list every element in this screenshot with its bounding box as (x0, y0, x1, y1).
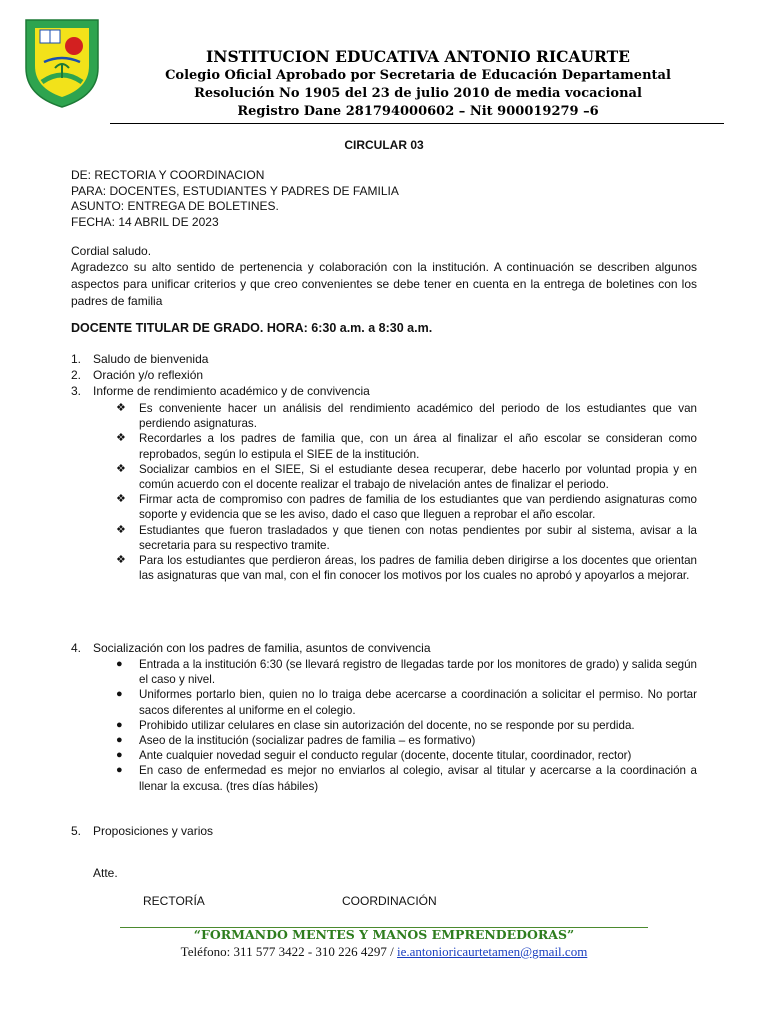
item-number: 5. (71, 824, 82, 838)
footer-contact (0, 944, 768, 960)
sub-item-text: Ante cualquier novedad seguir el conducto regular (docente, docente titular, coordinador, rector) (139, 749, 632, 763)
bullet-icon: ● (116, 734, 123, 747)
bullet-icon: ● (116, 764, 123, 777)
school-shield-logo (22, 16, 102, 110)
sub-item-text: En caso de enfermedad es mejor no enviarlos al colegio, avisar al titular y acercarse a la coordinación a llenar la excusa. (tres días hábiles) (139, 764, 697, 793)
list-item (114, 553, 697, 583)
list-item (114, 733, 697, 748)
header-divider (110, 123, 724, 124)
list-item (71, 351, 370, 399)
item-number: 1. (71, 352, 82, 366)
diamond-bullet-icon: ❖ (116, 432, 126, 445)
intro-paragraph: Agradezco su alto sentido de pertenencia y colaboración con la institución. A continuación se describen algunos aspectos para unificar criterios y que creo convenientes se debe tener en cuenta en la entrega de boletines con los padres de familia (71, 260, 697, 308)
list-item (114, 657, 697, 687)
item-number: 2. (71, 368, 82, 382)
sub-item-text: Entrada a la institución 6:30 (se llevará registro de llegadas tarde por los monitores de grado) y salida según el caso y nivel. (139, 658, 697, 687)
item3-sublist (114, 401, 697, 583)
bullet-icon: ● (116, 718, 123, 731)
memo-meta (71, 168, 399, 230)
item4-sublist (114, 657, 697, 794)
list-item (114, 748, 697, 763)
list-item (114, 687, 697, 717)
closing-atte: Atte. (93, 866, 118, 880)
diamond-bullet-icon: ❖ (116, 402, 126, 414)
bullet-icon: ● (116, 749, 123, 762)
footer-phone: Teléfono: 311 577 3422 - 310 226 4297 / (180, 944, 398, 959)
signature-rectoria: RECTORÍA (143, 894, 205, 908)
item-text: Informe de rendimiento académico y de convivencia (93, 384, 370, 398)
bullet-icon: ● (116, 658, 123, 670)
list-item (71, 823, 213, 839)
diamond-bullet-icon: ❖ (116, 493, 126, 506)
meta-from: DE: RECTORIA Y COORDINACION (71, 168, 265, 182)
sub-item-text: Para los estudiantes que perdieron áreas, los padres de familia deben dirigirse a los docentes que orientan las asignaturas que van mal, con el fin conocer los motivos por los cuales no aprobó y apoyarlos a mejorar. (139, 554, 697, 583)
sub-item-text: Es conveniente hacer un análisis del rendimiento académico del periodo de los estudiantes que van perdiendo asignaturas. (139, 402, 697, 431)
sub-item-text: Estudiantes que fueron trasladados y que tienen con notas pendientes por subir al sistema, avisar a la secretaria para su respectivo tramite. (139, 523, 697, 552)
diamond-bullet-icon: ❖ (116, 462, 126, 475)
sub-item-text: Recordarles a los padres de familia que, con un área al finalizar el año escolar se consideran como reprobados, según lo estipula el SIEE de la institución. (139, 432, 697, 461)
footer-motto: “FORMANDO MENTES Y MANOS EMPRENDEDORAS” (193, 927, 575, 942)
meta-to: PARA: DOCENTES, ESTUDIANTES Y PADRES DE FAMILIA (71, 183, 399, 198)
registry-line: Registro Dane 281794000602 – Nit 900019279 –6 (237, 104, 599, 119)
list-item (114, 718, 697, 733)
meta-subject: ASUNTO: ENTREGA DE BOLETINES. (71, 199, 279, 213)
list-item (114, 401, 697, 431)
item-text: Saludo de bienvenida (93, 352, 209, 366)
sub-item-text: Firmar acta de compromiso con padres de familia de los estudiantes que van perdiendo asignaturas como soporte y evidencia que se les aviso, dado el caso que lleguen a reprobar el año escolar. (139, 493, 697, 522)
sub-item-text: Socializar cambios en el SIEE, Si el estudiante desea recuperar, debe hacerlo por voluntad propia y en común acuerdo con el docente realizar el trabajo de nivelación antes de finalizar el periodo. (139, 462, 697, 492)
footer-email-link[interactable]: ie.antonioricaurtetamen@gmail.com (397, 944, 588, 959)
sub-item-text: Uniformes portarlo bien, quien no lo traiga debe acercarse a coordinación a solicitar el permiso. No portar sacos diferentes al uniforme en el colegio. (139, 688, 697, 717)
item-text: Socialización con los padres de familia, asuntos de convivencia (93, 641, 431, 655)
circular-title: CIRCULAR 03 (344, 138, 424, 152)
meta-date: FECHA: 14 ABRIL DE 2023 (71, 214, 219, 229)
sub-item-text: Aseo de la institución (socializar padres de familia – es formativo) (139, 734, 476, 748)
diamond-bullet-icon: ❖ (116, 523, 126, 536)
list-item (114, 523, 697, 553)
list-item (114, 462, 697, 492)
list-item (114, 492, 697, 522)
signature-coordinacion: COORDINACIÓN (342, 894, 437, 908)
resolution-line: Resolución No 1905 del 23 de julio 2010 de media vocacional (194, 86, 642, 101)
diamond-bullet-icon: ❖ (116, 554, 126, 567)
institution-title: INSTITUCION EDUCATIVA ANTONIO RICAURTE (206, 47, 630, 66)
greeting: Cordial saludo. (71, 244, 152, 258)
item-number: 3. (71, 384, 82, 398)
section-title: DOCENTE TITULAR DE GRADO. HORA: 6:30 a.m. a 8:30 a.m. (71, 321, 433, 335)
list-item (71, 640, 431, 656)
item-number: 4. (71, 641, 82, 655)
list-item (114, 763, 697, 793)
approval-line: Colegio Oficial Aprobado por Secretaria de Educación Departamental (165, 68, 671, 83)
item-text: Proposiciones y varios (93, 824, 214, 838)
item-text: Oración y/o reflexión (93, 368, 204, 382)
bullet-icon: ● (116, 688, 123, 701)
sub-item-text: Prohibido utilizar celulares en clase sin autorización del docente, no se responde por su perdida. (139, 718, 635, 732)
list-item (114, 431, 697, 461)
